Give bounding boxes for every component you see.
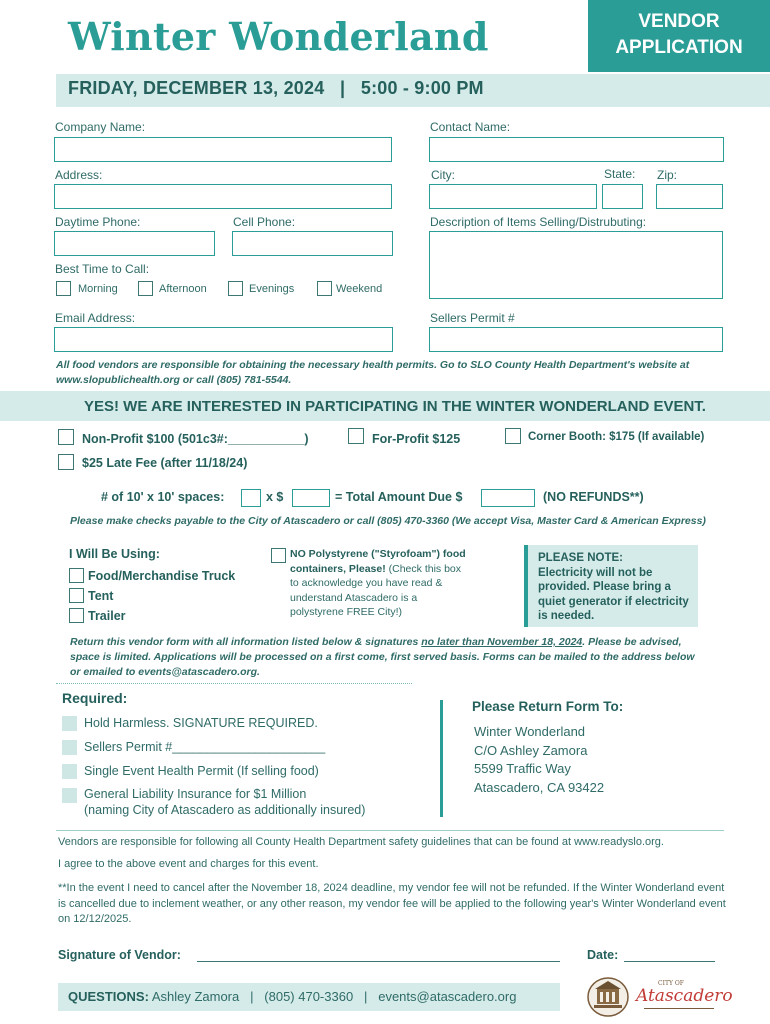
contact-name-field[interactable] (429, 137, 724, 162)
city-seal-logo (585, 975, 631, 1019)
return-address (474, 723, 604, 797)
food-permit-notice: All food vendors are responsible for obtaining the necessary health permits. Go to SLO County Health Department's website at www.slopublichealth.org or call (805) 781-5544. (56, 359, 690, 386)
date-label: Date: (587, 948, 619, 962)
event-date-band: FRIDAY, DECEMBER 13, 2024 | 5:00 - 9:00 PM (56, 74, 770, 107)
evenings-label: Evenings (249, 283, 295, 295)
tent-checkbox[interactable] (69, 588, 84, 603)
email-label: Email Address: (55, 311, 136, 325)
vertical-divider (440, 700, 443, 817)
nonprofit-checkbox[interactable] (58, 429, 74, 445)
participation-heading: YES! WE ARE INTERESTED IN PARTICIPATING IN THE WINTER WONDERLAND EVENT. (0, 391, 770, 421)
times-dollar-label: x $ (266, 490, 284, 504)
weekend-checkbox[interactable] (317, 281, 332, 296)
insurance-note: (naming City of Atascadero as additionally insured) (84, 803, 366, 817)
afternoon-checkbox[interactable] (138, 281, 153, 296)
address-label: Address: (55, 168, 103, 182)
footer-divider (56, 830, 724, 831)
health-permit-checkbox[interactable] (62, 764, 77, 779)
nonprofit-label: Non-Profit $100 (501c3#:___________) (82, 432, 309, 446)
forprofit-label: For-Profit $125 (372, 432, 461, 446)
hold-harmless-checkbox[interactable] (62, 716, 77, 731)
price-input[interactable] (292, 489, 330, 507)
polystyrene-bold: NO Polystyrene ("Styrofoam") food containers, Please! (290, 548, 466, 575)
badge-line-1: VENDOR (638, 11, 720, 32)
return-to-heading: Please Return Form To: (472, 699, 624, 714)
sellers-permit-req-label: Sellers Permit #______________________ (84, 740, 326, 754)
return-note-deadline: no later than November 18, 2024 (421, 636, 583, 648)
evenings-checkbox[interactable] (228, 281, 243, 296)
email-field[interactable] (54, 327, 393, 352)
vendor-application-badge (588, 0, 770, 72)
please-note-title: PLEASE NOTE: (538, 552, 623, 564)
logo-underline (644, 1008, 714, 1009)
signature-line[interactable] (197, 961, 560, 962)
will-be-using-heading: I Will Be Using: (69, 547, 160, 561)
please-note-body: Electricity will not be provided. Please bring a quiet generator if electricity is needed. (538, 566, 689, 622)
please-note-box (524, 545, 698, 627)
sellers-permit-field[interactable] (429, 327, 723, 352)
polystyrene-notice (290, 547, 470, 620)
polystyrene-checkbox[interactable] (271, 548, 286, 563)
badge-line-2: APPLICATION (615, 37, 743, 58)
logo-tagline: CITY OF (658, 980, 684, 987)
spaces-label: # of 10' x 10' spaces: (101, 490, 225, 504)
cell-phone-field[interactable] (232, 231, 393, 256)
morning-checkbox[interactable] (56, 281, 71, 296)
checks-note: Please make checks payable to the City of Atascadero or call (805) 470-3360 (We accept Visa, Master Card & American Express) (70, 515, 706, 527)
afternoon-label: Afternoon (159, 283, 207, 295)
polystyrene-rest: (Check this box to acknowledge you have read & understand Atascadero is a polystyrene FREE City!) (290, 562, 462, 618)
description-label: Description of Items Selling/Distrubuting: (430, 215, 647, 229)
cancellation-text: **In the event I need to cancel after the November 18, 2024 deadline, my vendor fee will not be refunded. If the Winter Wonderland event is cancelled due to inclement weather, or any other reason, my vendor fee will be applied to the following year's Winter Wonderland event on 12/12/2025. (58, 882, 726, 925)
daytime-phone-field[interactable] (54, 231, 215, 256)
return-note-part1: Return this vendor form with all information listed below & signatures (70, 636, 422, 648)
zip-field[interactable] (656, 184, 723, 209)
late-fee-label: $25 Late Fee (after 11/18/24) (82, 456, 248, 470)
signature-label: Signature of Vendor: (58, 948, 181, 962)
state-label: State: (604, 167, 636, 181)
morning-label: Morning (78, 283, 118, 295)
contact-name-label: Contact Name: (430, 120, 511, 134)
description-field[interactable] (429, 231, 723, 299)
city-field[interactable] (429, 184, 597, 209)
health-permit-label: Single Event Health Permit (If selling food) (84, 764, 319, 778)
hold-harmless-label: Hold Harmless. SIGNATURE REQUIRED. (84, 716, 318, 730)
agree-text: I agree to the above event and charges for this event. (58, 858, 319, 870)
city-label: City: (431, 168, 455, 182)
company-name-field[interactable] (54, 137, 392, 162)
questions-contact: Ashley Zamora | (805) 470-3360 | events@atascadero.org (151, 989, 517, 1004)
truck-checkbox[interactable] (69, 568, 84, 583)
spaces-input[interactable] (241, 489, 261, 507)
daytime-phone-label: Daytime Phone: (55, 215, 141, 229)
insurance-checkbox[interactable] (62, 788, 77, 803)
cell-phone-label: Cell Phone: (233, 215, 296, 229)
questions-band (58, 983, 560, 1011)
return-address-line: C/O Ashley Zamora (474, 742, 588, 758)
return-address-line: Winter Wonderland (474, 724, 586, 739)
total-label: = Total Amount Due $ (335, 490, 463, 504)
page-title: Winter Wonderland (68, 14, 489, 59)
guidelines-text: Vendors are responsible for following all County Health Department safety guidelines that can be found at www.readyslo.org. (58, 836, 664, 848)
company-name-label: Company Name: (55, 120, 146, 134)
logo-wordmark: Atascadero (636, 986, 733, 1006)
required-heading: Required: (62, 690, 128, 706)
weekend-label: Weekend (336, 283, 383, 295)
atascadero-logo (632, 979, 733, 1019)
corner-booth-checkbox[interactable] (505, 428, 521, 444)
late-fee-checkbox[interactable] (58, 454, 74, 470)
return-address-line: Atascadero, CA 93422 (474, 779, 605, 795)
questions-label: QUESTIONS: (68, 989, 149, 1004)
trailer-checkbox[interactable] (69, 608, 84, 623)
no-refunds-label: (NO REFUNDS**) (543, 490, 644, 504)
sellers-permit-label: Sellers Permit # (430, 311, 515, 325)
insurance-label: General Liability Insurance for $1 Million (84, 787, 307, 801)
sellers-permit-req-checkbox[interactable] (62, 740, 77, 755)
trailer-label: Trailer (88, 609, 126, 623)
total-input[interactable] (481, 489, 535, 507)
truck-label: Food/Merchandise Truck (88, 569, 236, 583)
required-divider (56, 683, 412, 684)
state-field[interactable] (602, 184, 643, 209)
zip-label: Zip: (657, 168, 678, 182)
tent-label: Tent (88, 589, 114, 603)
best-time-label: Best Time to Call: (55, 262, 150, 276)
date-line[interactable] (624, 961, 715, 962)
return-address-line: 5599 Traffic Way (474, 761, 571, 776)
return-form-note (70, 635, 705, 680)
corner-booth-label: Corner Booth: $175 (If available) (528, 431, 705, 443)
address-field[interactable] (54, 184, 392, 209)
return-note-part2: . Please be advised, space is limited. Applications will be processed on a first come, first served basis. Forms can be mailed to the address below or emailed to events@atascadero.org. (70, 636, 695, 678)
forprofit-checkbox[interactable] (348, 428, 364, 444)
